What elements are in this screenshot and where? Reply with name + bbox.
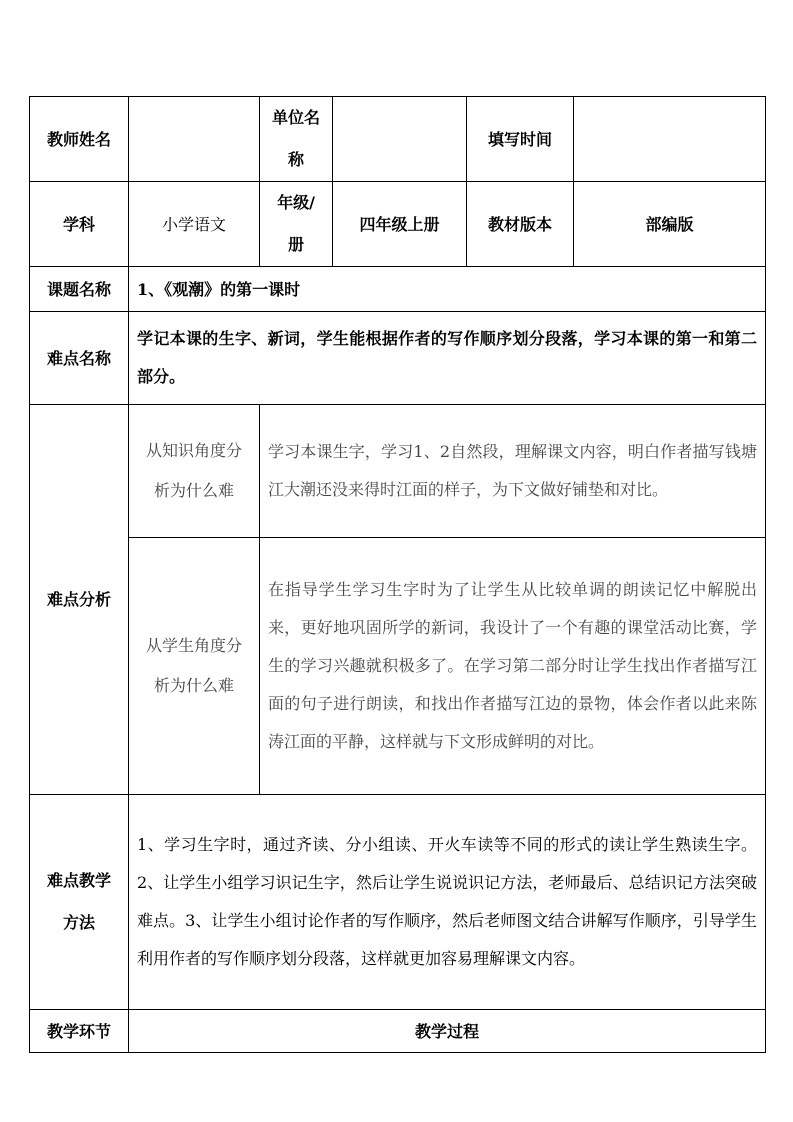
- table-row: [30, 182, 766, 267]
- table-row: [30, 405, 766, 538]
- topic-value: 1、《观潮》的第一课时: [129, 267, 766, 312]
- difficulty-value: 学记本课的生字、新词，学生能根据作者的写作顺序划分段落，学习本课的第一和第二部分。: [129, 312, 766, 405]
- knowledge-angle-label: 从知识角度分析为什么难: [129, 405, 260, 538]
- table-row: [30, 97, 766, 182]
- student-angle-label: 从学生角度分析为什么难: [129, 538, 260, 795]
- textbook-label: 教材版本: [467, 182, 574, 267]
- table-row: [30, 1010, 766, 1053]
- unit-name-label: 单位名称: [260, 97, 333, 182]
- teacher-name-field[interactable]: [129, 97, 260, 182]
- grade-label: 年级/册: [260, 182, 333, 267]
- unit-name-field[interactable]: [333, 97, 467, 182]
- table-row: [30, 795, 766, 1010]
- lesson-plan-table: [29, 96, 766, 1053]
- grade-value: 四年级上册: [333, 182, 467, 267]
- topic-label: 课题名称: [30, 267, 129, 312]
- student-angle-text: 在指导学生学习生字时为了让学生从比较单调的朗读记忆中解脱出来，更好地巩固所学的新词，我设计了一个有趣的课堂活动比赛，学生的学习兴趣就积极多了。在学习第二部分时让学生找出作者描写江面的句子进行朗读，和找出作者描写江边的景物，体会作者以此来陈涛江面的平静，这样就与下文形成鲜明的对比。: [260, 538, 766, 795]
- teaching-step-label: 教学环节: [30, 1010, 129, 1053]
- subject-value: 小学语文: [129, 182, 260, 267]
- method-text: 1、学习生字时，通过齐读、分小组读、开火车读等不同的形式的读让学生熟读生字。2、让学生小组学习识记生字，然后让学生说说识记方法，老师最后、总结识记方法突破难点。3、让学生小组讨论作者的写作顺序，然后老师图文结合讲解写作顺序，引导学生利用作者的写作顺序划分段落，这样就更加容易理解课文内容。: [129, 795, 766, 1010]
- teacher-name-label: 教师姓名: [30, 97, 129, 182]
- knowledge-angle-text: 学习本课生字，学习1、2自然段，理解课文内容，明白作者描写钱塘江大潮还没来得时江面的样子，为下文做好铺垫和对比。: [260, 405, 766, 538]
- difficulty-label: 难点名称: [30, 312, 129, 405]
- table-row: [30, 267, 766, 312]
- subject-label: 学科: [30, 182, 129, 267]
- analysis-label: 难点分析: [30, 405, 129, 795]
- table-row: [30, 538, 766, 795]
- teaching-process-label: 教学过程: [129, 1010, 766, 1053]
- method-label: 难点教学方法: [30, 795, 129, 1010]
- table-row: [30, 312, 766, 405]
- fill-time-field[interactable]: [574, 97, 766, 182]
- fill-time-label: 填写时间: [467, 97, 574, 182]
- textbook-value: 部编版: [574, 182, 766, 267]
